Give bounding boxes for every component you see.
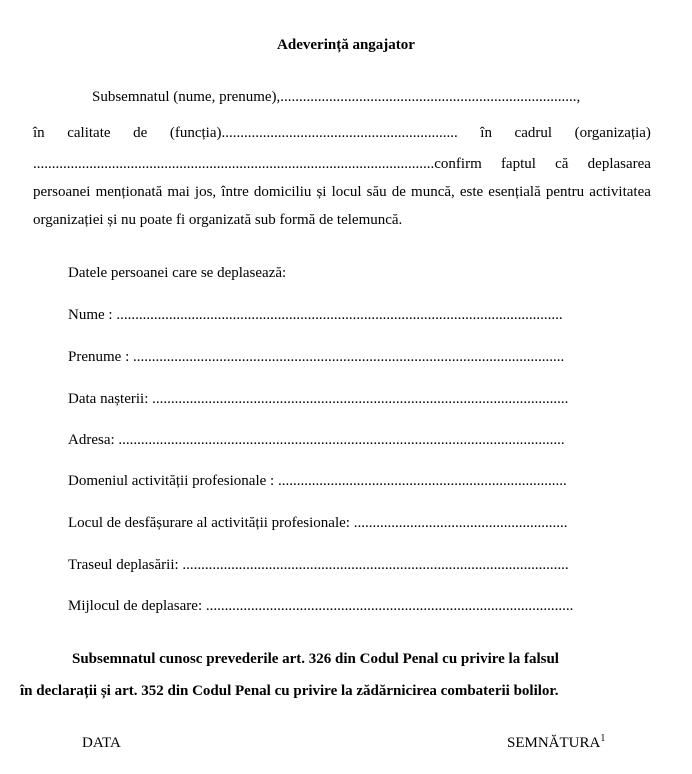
- word: faptul: [500, 156, 536, 172]
- word: de: [391, 184, 406, 200]
- word: său: [366, 184, 387, 200]
- position-line: [33, 124, 651, 142]
- field-data-nasterii: Data nașterii: ...............................................................................................................: [68, 391, 569, 407]
- word: între: [221, 184, 249, 200]
- field-adresa: Adresa: .......................................................................................................................: [68, 432, 565, 448]
- word: cadrul: [514, 125, 553, 141]
- word: esențială: [488, 184, 541, 200]
- section-label: Datele persoanei care se deplasează:: [68, 265, 287, 281]
- statement-line: [33, 183, 651, 201]
- word: în: [480, 125, 492, 141]
- word: deplasarea: [587, 156, 651, 172]
- word: persoanei: [33, 184, 91, 200]
- word: de: [133, 125, 148, 141]
- declaration-line-1: Subsemnatul cunosc prevederile art. 326 din Codul Penal cu privire la falsul: [72, 651, 559, 667]
- word: este: [459, 184, 484, 200]
- word: activitatea: [589, 184, 651, 200]
- field-prenume: Prenume : ...................................................................................................................: [68, 349, 565, 365]
- field-domeniul: Domeniul activității profesionale : .............................................................................: [68, 473, 567, 489]
- signature-text: SEMNĂTURA: [507, 735, 601, 751]
- word: domiciliu: [253, 184, 312, 200]
- word: pentru: [545, 184, 585, 200]
- word: (funcția)...............................................................: [169, 125, 458, 141]
- word: muncă,: [411, 184, 455, 200]
- word: (organizația): [574, 125, 651, 141]
- intro-line: Subsemnatul (nume, prenume),...............................................................................,: [92, 89, 581, 105]
- field-traseul: Traseul deplasării: .......................................................................................................: [68, 557, 569, 573]
- word: mai: [167, 184, 190, 200]
- word: în: [33, 125, 45, 141]
- word: și: [316, 184, 327, 200]
- word: menționată: [95, 184, 163, 200]
- organization-line: [33, 155, 651, 173]
- declaration-line-2: în declarații și art. 352 din Codul Penal cu privire la zădărnicirea combaterii bolilor.: [20, 683, 559, 699]
- field-nume: Nume : .......................................................................................................................: [68, 307, 563, 323]
- date-label: DATA: [82, 735, 121, 751]
- word: că: [555, 156, 569, 172]
- footnote-marker: 1: [600, 733, 606, 744]
- word: locul: [331, 184, 362, 200]
- word: jos,: [194, 184, 217, 200]
- word: ...........................................................................................................confirm: [33, 156, 482, 172]
- field-mijlocul: Mijlocul de deplasare: ..................................................................................................: [68, 598, 574, 614]
- document-title: Adeverință angajator: [277, 37, 415, 53]
- signature-label: [507, 734, 605, 752]
- field-locul: Locul de desfășurare al activității profesionale: .........................................................: [68, 515, 568, 531]
- word: calitate: [67, 125, 111, 141]
- statement-line-end: organizației și nu poate fi organizată sub formă de telemuncă.: [33, 212, 403, 228]
